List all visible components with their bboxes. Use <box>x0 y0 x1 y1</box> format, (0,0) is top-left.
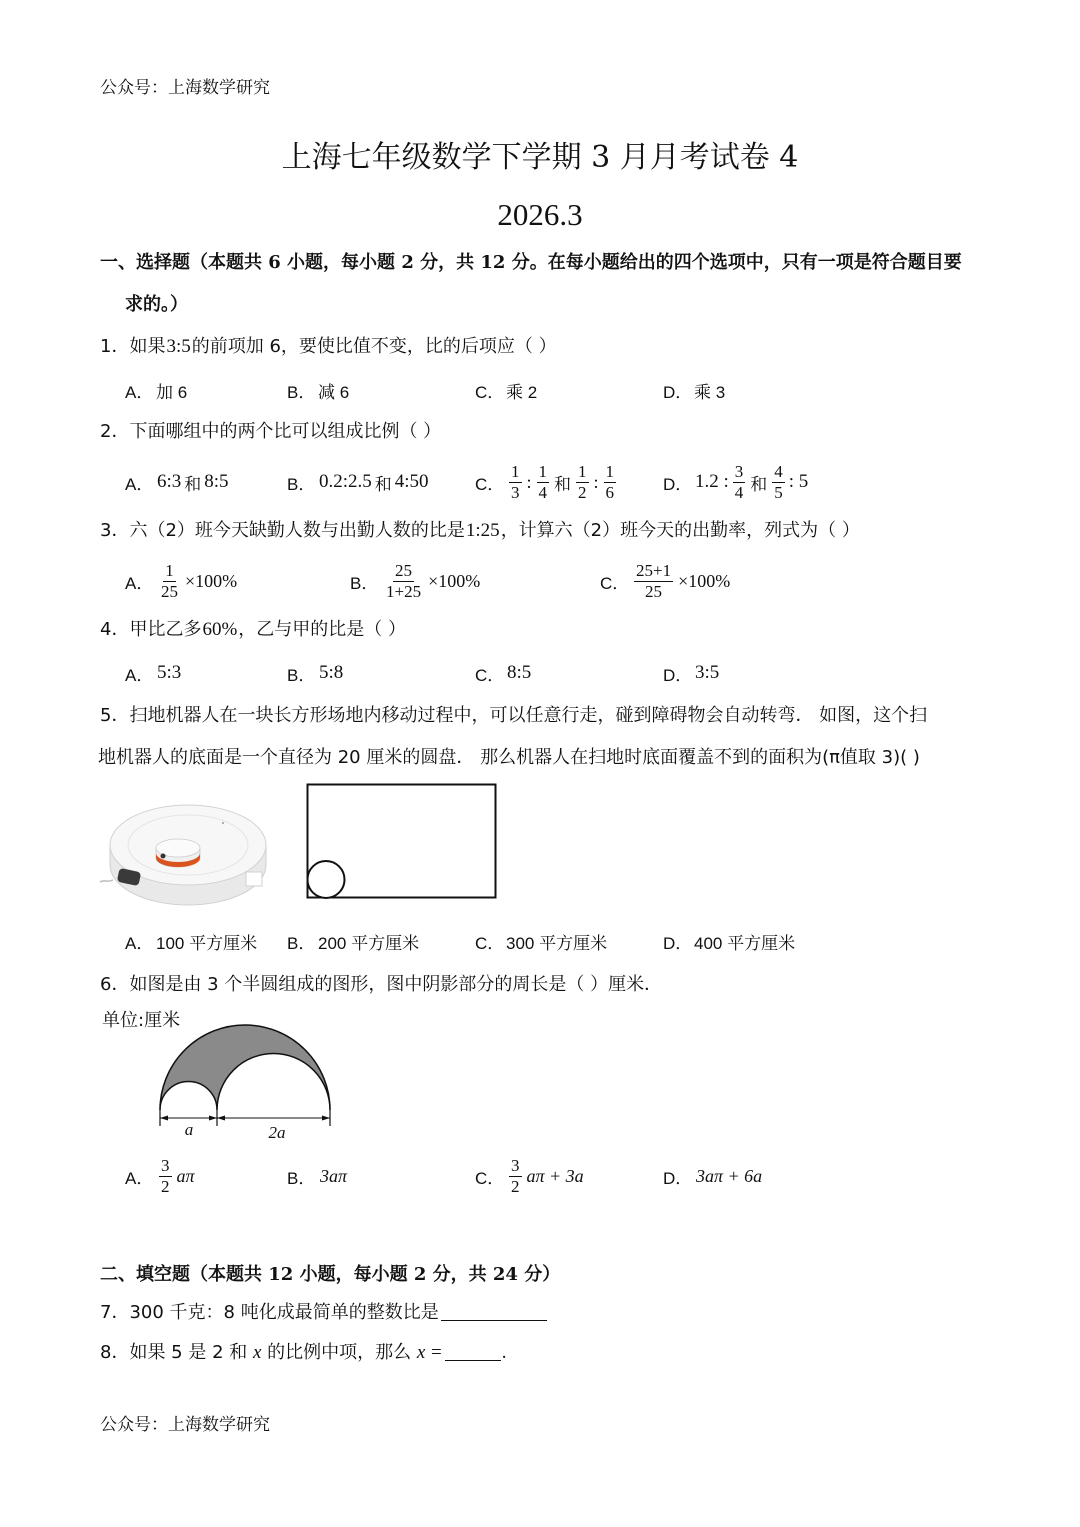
option-label: A． <box>125 474 154 494</box>
colon: : <box>526 471 532 492</box>
numerator: 1 <box>165 560 174 580</box>
numerator: 3 <box>511 1155 520 1175</box>
option-label: B． <box>287 1168 316 1188</box>
option-text: 100 平方厘米 <box>156 933 258 953</box>
q4-lead: 4．甲比乙多 <box>100 619 202 640</box>
small-diameter-label: a <box>184 1120 194 1139</box>
denominator: 2 <box>511 1176 520 1196</box>
q4-option-d <box>663 660 720 686</box>
denominator: 6 <box>605 482 615 502</box>
side-notch <box>246 872 262 886</box>
question-7 <box>100 1300 547 1326</box>
arrowhead <box>322 1116 330 1121</box>
question-1-options <box>0 377 1080 403</box>
question-4-options <box>0 660 1080 686</box>
denominator: 4 <box>734 482 744 502</box>
option-text: 8:5 <box>507 662 532 683</box>
section2-heading: 二、填空题（本题共 12 小题，每小题 2 分，共 24 分） <box>100 1264 561 1285</box>
and-word: 和 <box>554 474 572 494</box>
front-sensor-dot <box>161 854 166 859</box>
ratio-lead: 1.2 : <box>695 471 729 492</box>
option-label: A． <box>125 665 154 685</box>
numerator: 25+1 <box>636 560 672 580</box>
option-label: D． <box>663 665 693 685</box>
and-word: 和 <box>184 474 202 494</box>
question-3-options <box>0 558 1080 604</box>
denominator: 25 <box>645 581 663 601</box>
q2-option-d <box>663 459 809 505</box>
rectangle-field-diagram <box>300 778 505 906</box>
fraction <box>576 462 589 503</box>
q1-lead: 1．如果 <box>100 336 166 357</box>
fraction <box>384 561 423 602</box>
option-label: C． <box>475 1168 505 1188</box>
fraction <box>772 462 785 503</box>
denominator: 25 <box>161 581 178 601</box>
numerator: 3 <box>734 461 744 481</box>
q3-option-b <box>350 558 480 604</box>
option-label: A． <box>125 933 154 953</box>
fraction <box>604 462 617 503</box>
and-word: 和 <box>374 474 392 494</box>
option-text: 乘 3 <box>694 382 726 402</box>
numerator: 1 <box>538 461 548 481</box>
numerator: 1 <box>511 461 520 481</box>
option-label: C． <box>475 474 505 494</box>
expression: aπ + 3a <box>526 1165 584 1186</box>
answer-blank <box>445 1342 501 1361</box>
header-account-label: 公众号：上海数学研究 <box>100 78 270 98</box>
option-label: B． <box>287 665 316 685</box>
q2-option-a <box>125 459 230 505</box>
denominator: 5 <box>774 482 783 502</box>
q1-ratio: 3:5 <box>166 336 191 357</box>
option-label: D． <box>663 933 693 953</box>
option-label: C． <box>475 665 505 685</box>
q2-option-b <box>287 459 430 505</box>
q1-option-c <box>475 377 537 403</box>
arrowhead <box>160 1116 168 1121</box>
q2-option-c <box>475 459 619 505</box>
numerator: 25 <box>395 560 413 580</box>
option-text: 5:3 <box>157 662 182 683</box>
ratio: 6:3 <box>157 471 182 492</box>
answer-blank <box>441 1302 547 1321</box>
q3-option-a <box>125 558 237 604</box>
q3-rest: ，计算六（2）班今天的出勤率，列式为（ ） <box>500 520 860 541</box>
percent-factor: ×100% <box>678 570 731 591</box>
q3-ratio: 1:25 <box>465 520 500 541</box>
arrowhead <box>217 1116 225 1121</box>
q6-option-c <box>475 1153 584 1199</box>
exam-date: 2026.3 <box>497 197 583 232</box>
q6-option-d <box>663 1153 762 1199</box>
question-5-options <box>0 928 1080 954</box>
question-3-stem <box>100 518 860 544</box>
option-label: C． <box>600 573 630 593</box>
period: . <box>501 1342 507 1363</box>
ratio: 4:50 <box>394 471 429 492</box>
fraction <box>159 1156 172 1197</box>
option-label: B． <box>287 474 316 494</box>
q5-option-b <box>287 928 419 954</box>
fraction <box>733 462 746 503</box>
q6-option-b <box>287 1153 347 1199</box>
option-text: 400 平方厘米 <box>694 933 796 953</box>
denominator: 1+25 <box>386 581 422 601</box>
denominator: 4 <box>538 482 548 502</box>
numerator: 1 <box>605 461 615 481</box>
option-label: A． <box>125 1168 154 1188</box>
option-label: D． <box>663 1168 693 1188</box>
fraction <box>159 561 180 602</box>
colon: : <box>593 471 599 492</box>
denominator: 3 <box>511 482 520 502</box>
q5-option-c <box>475 928 607 954</box>
option-text: 加 6 <box>156 382 188 402</box>
logo-dot <box>222 822 224 824</box>
option-label: B． <box>287 382 316 402</box>
q3-option-c <box>600 558 730 604</box>
question-5-stem-line1: 5．扫地机器人在一块长方形场地内移动过程中，可以任意行走，碰到障碍物会自动转弯． 如图，这个扫 <box>100 705 928 726</box>
q4-option-c <box>475 660 532 686</box>
option-label: D． <box>663 474 693 494</box>
denominator: 2 <box>578 482 587 502</box>
expression: aπ <box>176 1165 195 1186</box>
option-text: 乘 2 <box>506 382 538 402</box>
denominator: 2 <box>161 1176 170 1196</box>
option-label: C． <box>475 382 505 402</box>
variable-x: x <box>252 1342 262 1363</box>
option-text: 3:5 <box>695 662 720 683</box>
section1-heading: 一、选择题（本题共 6 小题，每小题 2 分，共 12 分。在每小题给出的四个选项中，只有一项是符合题目要 <box>100 252 962 273</box>
numerator: 1 <box>578 461 587 481</box>
q4-option-b <box>287 660 344 686</box>
variable-x: x <box>416 1342 426 1363</box>
option-text: 减 6 <box>318 382 350 402</box>
fraction <box>634 561 673 602</box>
q4-option-a <box>125 660 182 686</box>
unit-label: 单位:厘米 <box>102 1010 181 1031</box>
question-2-stem: 2．下面哪组中的两个比可以组成比例（ ） <box>100 421 442 442</box>
option-label: A． <box>125 382 154 402</box>
option-label: A． <box>125 573 154 593</box>
q6-option-a <box>125 1153 195 1199</box>
fraction <box>509 462 522 503</box>
question-8 <box>100 1340 508 1366</box>
expression: 3aπ + 6a <box>696 1165 763 1186</box>
exam-title: 上海七年级数学下学期 3 月月考试卷 4 <box>281 140 799 175</box>
q7-stem: 7．300 千克：8 吨化成最简单的整数比是 <box>100 1302 439 1323</box>
percent-factor: ×100% <box>428 570 481 591</box>
ratio-tail: : 5 <box>788 471 809 492</box>
question-5-stem-line2: 地机器人的底面是一个直径为 20 厘米的圆盘． 那么机器人在扫地时底面覆盖不到的面积为(π值取 3)( ) <box>98 747 920 768</box>
option-text: 300 平方厘米 <box>506 933 608 953</box>
question-6-stem: 6．如图是由 3 个半圆组成的图形，图中阴影部分的周长是（ ）厘米． <box>100 974 663 995</box>
fraction <box>509 1156 522 1197</box>
and-word: 和 <box>750 474 768 494</box>
question-2-options <box>0 459 1080 505</box>
robot-disc <box>308 861 345 898</box>
shaded-region <box>160 1025 330 1110</box>
numerator: 3 <box>161 1155 170 1175</box>
q1-rest: 的前项加 6，要使比值不变，比的后项应（ ） <box>191 336 557 357</box>
question-4-stem <box>100 617 406 643</box>
ratio: 8:5 <box>204 471 229 492</box>
large-diameter-label: 2a <box>268 1123 286 1142</box>
q3-lead: 3．六（2）班今天缺勤人数与出勤人数的比是 <box>100 520 465 541</box>
option-label: C． <box>475 933 505 953</box>
arrowhead <box>209 1116 217 1121</box>
q1-option-b <box>287 377 349 403</box>
section1-heading-continued: 求的。） <box>125 294 188 315</box>
question-1-stem <box>100 334 557 360</box>
q4-rest: ，乙与甲的比是（ ） <box>238 619 407 640</box>
equals-sign: = <box>426 1342 442 1363</box>
question-6-options <box>0 1153 1080 1199</box>
option-text: 200 平方厘米 <box>318 933 420 953</box>
robot-vacuum-picture <box>100 790 280 915</box>
q1-option-d <box>663 377 725 403</box>
q1-option-a <box>125 377 187 403</box>
expression: 3aπ <box>320 1165 348 1186</box>
footer-account-label: 公众号：上海数学研究 <box>100 1415 270 1435</box>
q8-mid: 的比例中项，那么 <box>261 1342 417 1363</box>
fraction <box>537 462 550 503</box>
percent-factor: ×100% <box>185 570 238 591</box>
q4-percent: 60% <box>202 619 238 640</box>
power-cable <box>100 880 113 882</box>
q5-option-d <box>663 928 795 954</box>
ratio: 0.2:2.5 <box>319 471 372 492</box>
q5-option-a <box>125 928 257 954</box>
option-label: D． <box>663 382 693 402</box>
option-text: 5:8 <box>319 662 344 683</box>
numerator: 4 <box>774 461 783 481</box>
option-label: B． <box>350 573 379 593</box>
q8-lead: 8．如果 5 是 2 和 <box>100 1342 253 1363</box>
semicircles-diagram <box>150 1020 345 1150</box>
option-label: B． <box>287 933 316 953</box>
